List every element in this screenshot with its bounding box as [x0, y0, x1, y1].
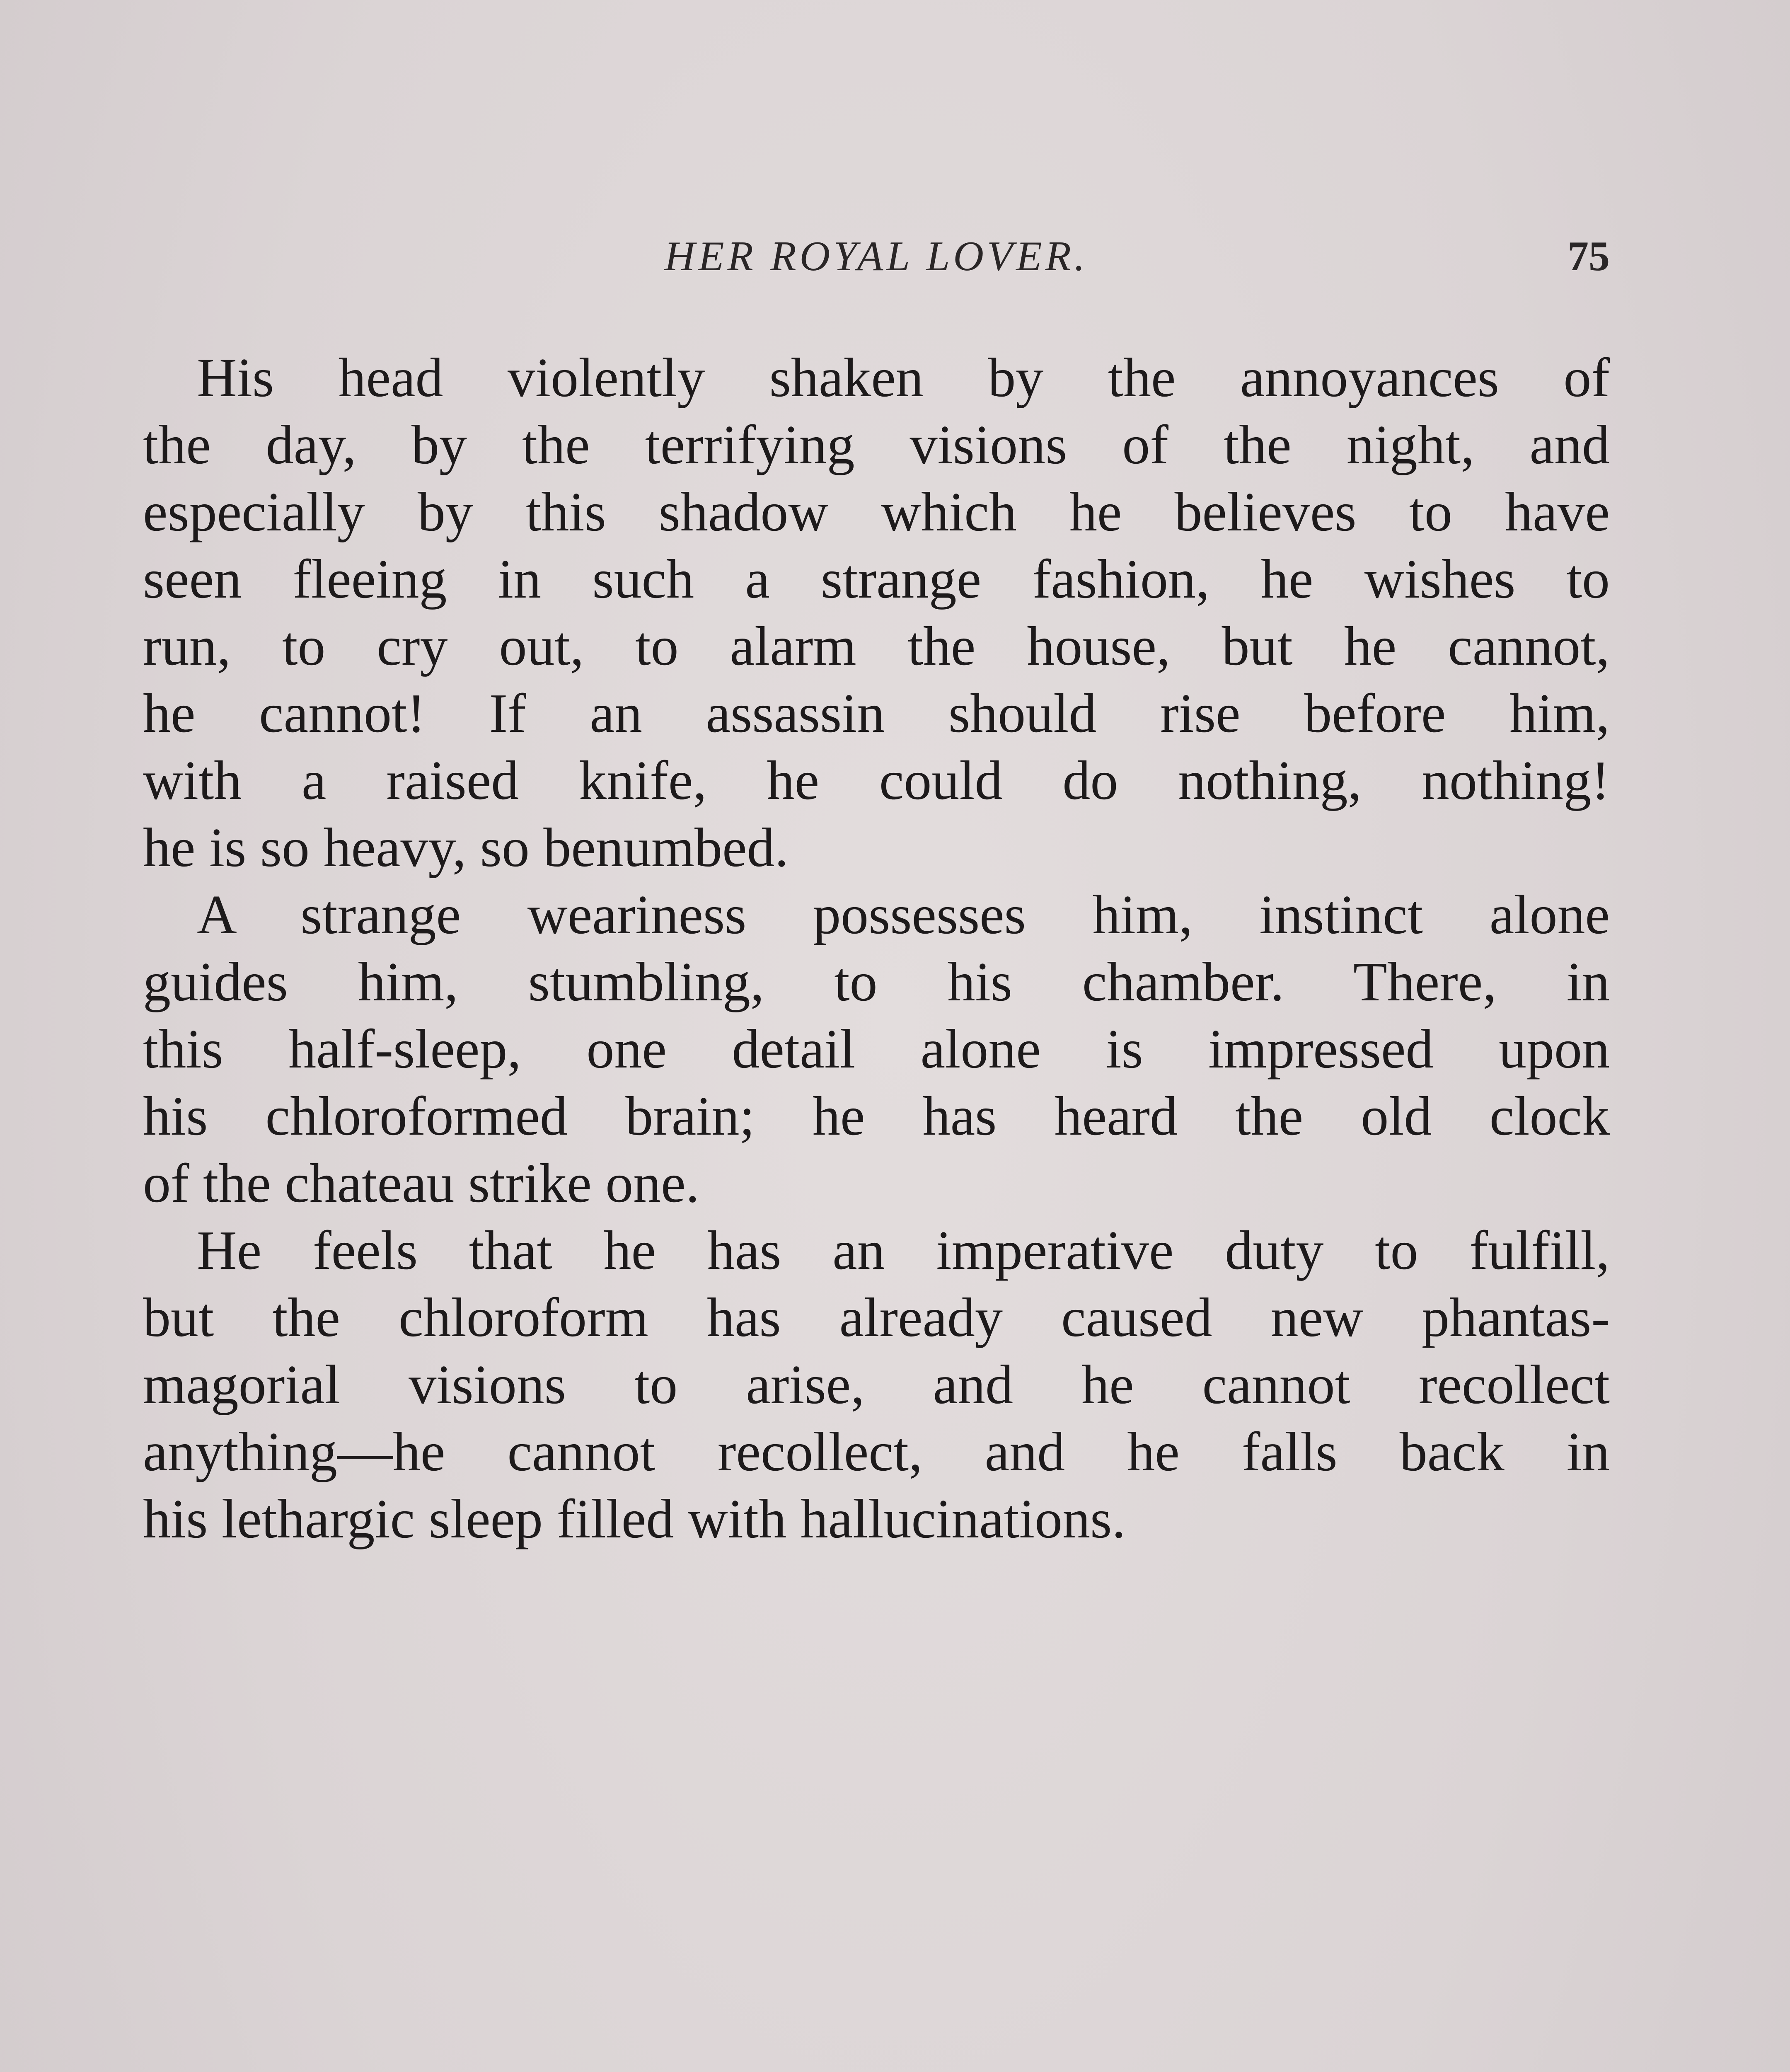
text-line: He feels that he has an imperative duty to fulfill,: [197, 1220, 1610, 1281]
text-line: run, to cry out, to alarm the house, but he cannot,: [143, 615, 1610, 677]
text-line: his chloroformed brain; he has heard the old clock: [143, 1085, 1610, 1147]
text-line: the day, by the terrifying visions of the night, and: [143, 414, 1610, 475]
paragraph-3: [143, 1217, 1610, 1552]
text-line: especially by this shadow which he believes to have: [143, 481, 1610, 542]
text-line: his lethargic sleep filled with hallucinations.: [143, 1488, 1126, 1549]
body-text: [143, 344, 1610, 1552]
text-line: magorial visions to arise, and he cannot recollect: [143, 1354, 1610, 1415]
text-line: but the chloroform has already caused new phantas-: [143, 1287, 1610, 1348]
text-line: he cannot! If an assassin should rise before him,: [143, 683, 1610, 744]
paragraph-2: [143, 881, 1610, 1217]
paragraph-1: [143, 344, 1610, 881]
running-head: [143, 232, 1610, 286]
running-title: HER ROYAL LOVER.: [664, 233, 1089, 280]
text-line: seen fleeing in such a strange fashion, he wishes to: [143, 548, 1610, 610]
text-line: anything—he cannot recollect, and he falls back in: [143, 1421, 1610, 1482]
text-line: he is so heavy, so benumbed.: [143, 817, 789, 878]
text-line: guides him, stumbling, to his chamber. There, in: [143, 951, 1610, 1012]
text-line: of the chateau strike one.: [143, 1152, 700, 1214]
text-line: with a raised knife, he could do nothing, nothing!: [143, 750, 1610, 811]
page-number: 75: [1567, 233, 1610, 280]
text-line: His head violently shaken by the annoyances of: [197, 347, 1610, 408]
text-line: this half-sleep, one detail alone is impressed upon: [143, 1018, 1610, 1080]
text-line: A strange weariness possesses him, instinct alone: [197, 884, 1610, 945]
